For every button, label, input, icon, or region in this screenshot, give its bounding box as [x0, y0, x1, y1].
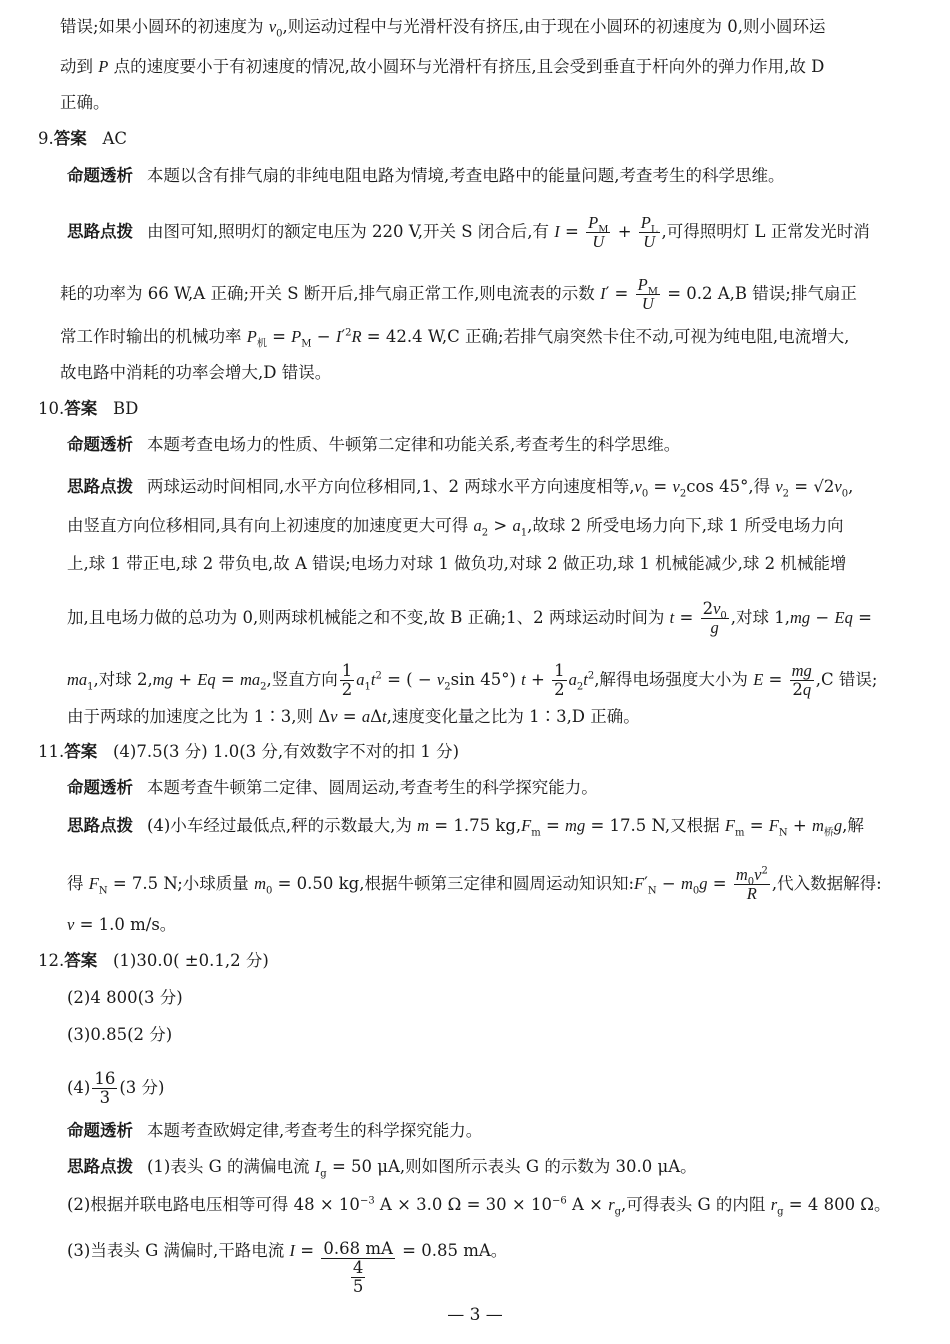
q12-answer-line — [38, 950, 269, 972]
q11-intent-text: 本题考查牛顿第二定律、圆周运动,考查考生的科学探究能力。 — [147, 778, 598, 797]
q12-answer-label: 答案 — [64, 951, 98, 970]
q11-hint-line-1: 思路点拨 (4)小车经过最低点,秤的示数最大,为 m = 1.75 $kg,F_m$ = mg = 17.5 N,又根据 $F_m = F_N + m_桥g$,解 — [67, 816, 864, 839]
q10-hint-line-2: 由竖直方向位移相同,具有向上初速度的加速度更大可得 $a_2 > a_1$,故球 2 所受电场力向下,球 1 所受电场力向 — [67, 516, 844, 539]
q9-hint-line-3: 常工作时输出的机械功率 $P_机 = P_M - I'^2R = 42.4$ W,C 正确;若排气扇突然卡住不动,可视为纯电阻,电流增大, — [60, 327, 850, 350]
q9-intent-text: 本题以含有排气扇的非纯电阻电路为情境,考查电路中的能量问题,考查考生的科学思维。 — [147, 166, 785, 185]
q9-intent — [67, 165, 785, 187]
q9-answer: AC — [102, 129, 128, 148]
q12-hint-line-3: (3)当表头 G 满偏时,干路电流 I = $\frac{0.68 mA}{\frac{4}{5}}$ = 0.85 mA。 — [67, 1239, 508, 1296]
q12-answer-1: (1)30.0( ±0.1,2 分) — [113, 951, 269, 970]
q9-intent-label: 命题透析 — [67, 166, 133, 185]
q11-hint-label: 思路点拨 — [67, 816, 133, 835]
q12-intent — [67, 1120, 482, 1142]
q9-number: 9. — [38, 129, 54, 148]
q11-answer-label: 答案 — [64, 742, 98, 761]
q10-hint-line-1: 思路点拨 两球运动时间相同,水平方向位移相同,1、2 两球水平方向速度相等$,v_0 = v_2\cos$ 45°,得 $v_2 = √2v_0$, — [67, 477, 854, 500]
q12-answer-3: (3)0.85(2 分) — [67, 1025, 173, 1044]
q12-intent-text: 本题考查欧姆定律,考查考生的科学探究能力。 — [147, 1121, 483, 1140]
q10-intent-text: 本题考查电场力的性质、牛顿第二定律和功能关系,考查考生的科学思维。 — [147, 435, 681, 454]
q12-hint-line-2: (2)根据并联电路电压相等可得 $48 \times 10^{-3}$ A × 3.0 $\Omega = 30 \times 10^{-6}$ $A \times r_g$,可得表头 G 的内阻 $r_g = 4$ 800 Ω。 — [67, 1195, 891, 1218]
q12-answer-2: (2)4 800(3 分) — [67, 988, 183, 1007]
q12-intent-label: 命题透析 — [67, 1121, 133, 1140]
page-number: — 3 — — [447, 1305, 503, 1325]
q11-intent — [67, 777, 598, 799]
q10-hint-line-3: 上,球 1 带正电,球 2 带负电,故 A 错误;电场力对球 1 做负功,对球 2 做正功,球 1 机械能减少,球 2 机械能增 — [67, 554, 847, 573]
q11-intent-label: 命题透析 — [67, 778, 133, 797]
q9-answer-label: 答案 — [53, 129, 87, 148]
q10-intent — [67, 434, 680, 456]
q12-hint-line-1: 思路点拨 (1)表头 G 的满偏电流 $I_g = 50$ μA,则如图所示表头 G 的示数为 30.0 μA。 — [67, 1157, 697, 1180]
q11-number: 11. — [38, 742, 65, 761]
q10-intent-label: 命题透析 — [67, 435, 133, 454]
q10-hint-label: 思路点拨 — [67, 477, 133, 496]
continuation-line-3: 正确。 — [60, 93, 110, 112]
q9-answer-line — [38, 128, 127, 150]
q11-hint-line-2: 得 $F_N = 7.5$ N;小球质量 $m_0 = 0.50$ kg,根据牛顿第三定律和圆周运动知识知$:F'_N - m_0g$ = $\frac{m_0v^2}{R}$ ,代入数据解得: — [67, 865, 882, 903]
q10-number: 10. — [38, 399, 65, 418]
q11-answer: (4)7.5(3 分) 1.0(3 分,有效数字不对的扣 1 分) — [113, 742, 460, 761]
q10-answer: BD — [113, 399, 139, 418]
q11-answer-line — [38, 741, 459, 763]
continuation-line-1: 错误;如果小圆环的初速度为 $v_0$,则运动过程中与光滑杆没有挤压,由于现在小圆环的初速度为 0,则小圆环运 — [60, 17, 826, 40]
q10-answer-line — [38, 398, 138, 420]
q10-answer-label: 答案 — [64, 399, 98, 418]
q10-hint-line-5: $ma_1$,对球 $2,mg + Eq = ma_2$,竖直方向 $\frac{1}{2}$ $a_1t^2$ = ( − $v_2\sin$ 45°) t + $\frac{1}{2}$ $a_2t^2$,解得电场强度大小为 E = $\frac{mg}{2q}$ ,C 错误; — [67, 661, 878, 699]
q11-hint-line-3: v = 1.0 m/s。 — [67, 915, 177, 934]
q12-answer-4: (4) $\frac{16}{3}$ (3 分) — [67, 1069, 165, 1107]
q12-hint-label: 思路点拨 — [67, 1157, 133, 1176]
q10-hint-line-6: 由于两球的加速度之比为 1∶3,则 Δv = aΔt,速度变化量之比为 1∶3,D 正确。 — [67, 707, 640, 726]
q9-hint-label: 思路点拨 — [67, 222, 133, 241]
q9-hint-line-4: 故电路中消耗的功率会增大,D 错误。 — [60, 363, 332, 382]
q9-hint-line-2: 耗的功率为 66 W,A 正确;开关 S 断开后,排气扇正常工作,则电流表的示数 I′ = $\frac{P_M}{U}$ = 0.2 A,B 错误;排气扇正 — [60, 275, 857, 313]
q10-hint-line-4: 加,且电场力做的总功为 0,则两球机械能之和不变,故 B 正确;1、2 两球运动时间为 t = $\frac{2v_0}{g}$ ,对球 1,mg − Eq = — [67, 599, 872, 637]
q9-hint-line-1: 思路点拨 由图可知,照明灯的额定电压为 220 V,开关 S 闭合后,有 I = $\frac{P_M}{U}$ + $\frac{P_L}{U}$ ,可得照明灯 L 正常发光时消 — [67, 213, 870, 251]
continuation-line-2: 动到 P 点的速度要小于有初速度的情况,故小圆环与光滑杆有挤压,且会受到垂直于杆向外的弹力作用,故 D — [60, 57, 825, 76]
q12-number: 12. — [38, 951, 65, 970]
